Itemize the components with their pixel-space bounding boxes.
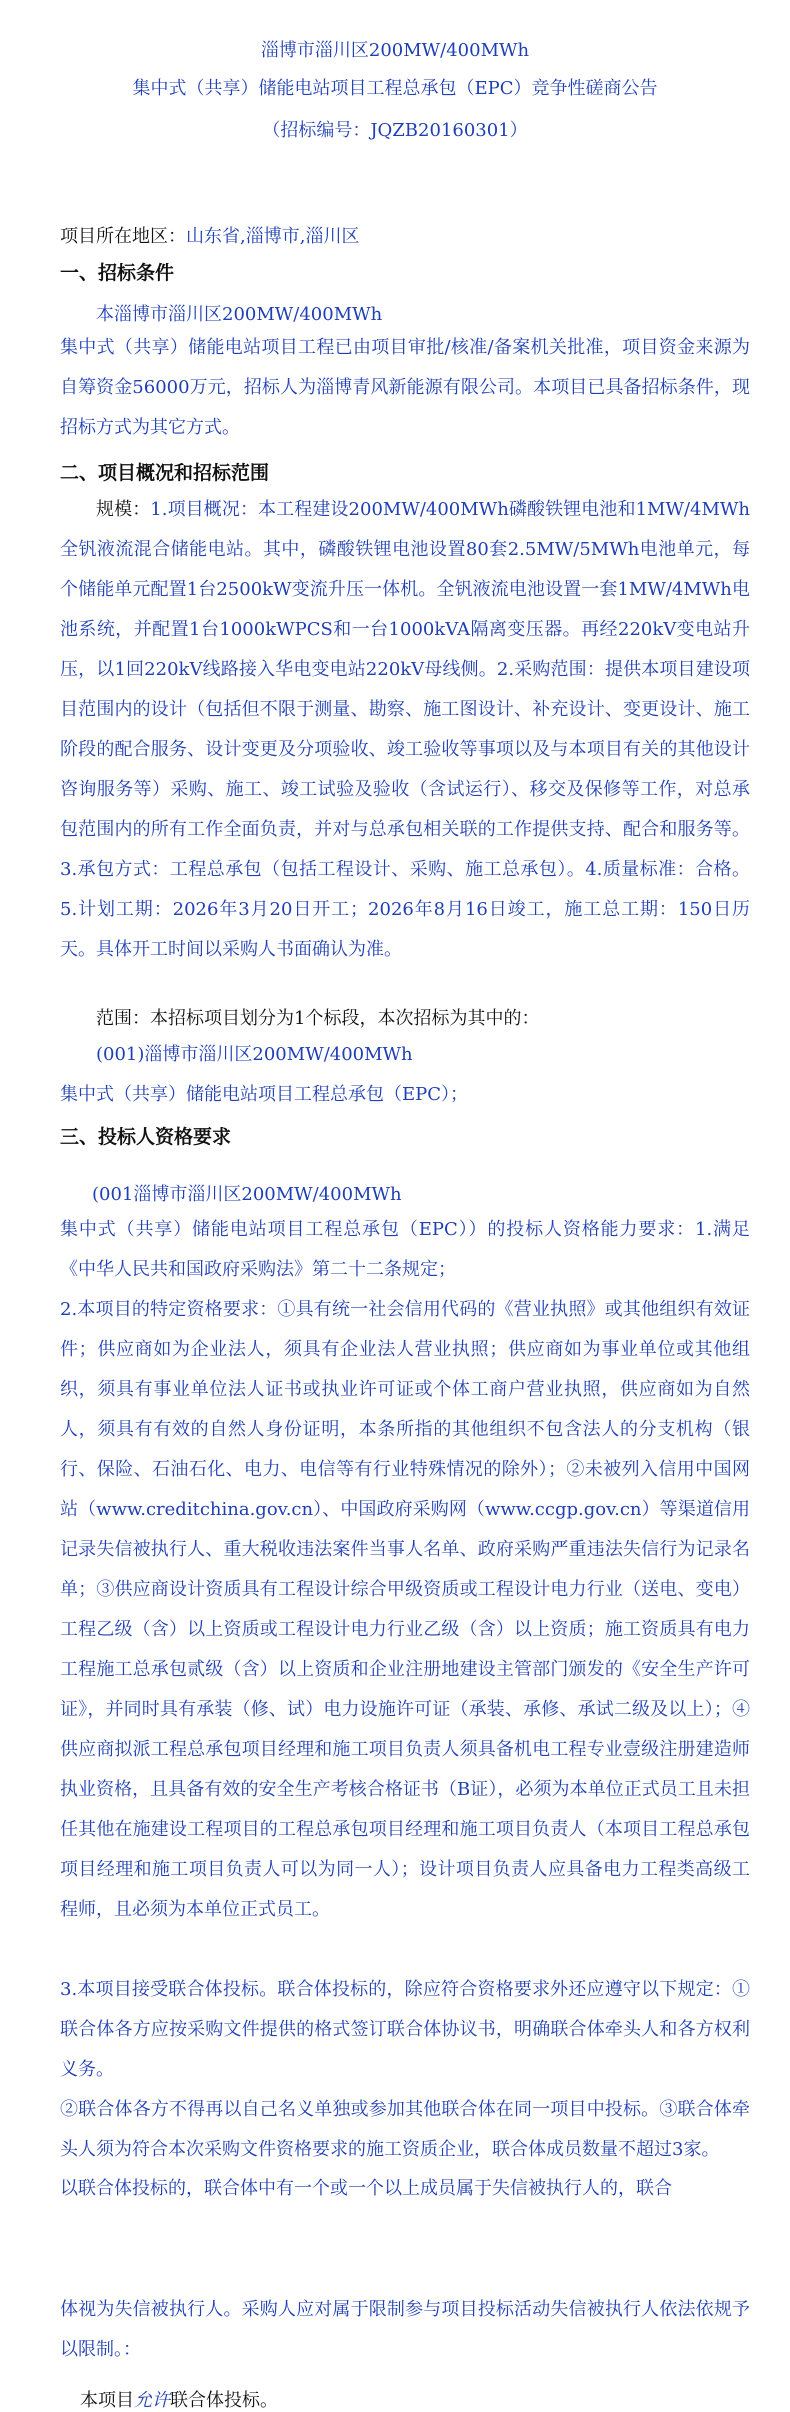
qualification-para-2: 2.本项目的特定资格要求：①具有统一社会信用代码的《营业执照》或其他组织有效证件；供应商如为企业法人，须具有企业法人营业执照；供应商如为事业单位或其他组织，须具有事业单位法人证书或执业许可证或个体工商户营业执照，供应商如为自然人，须具有有效的自然人身份证明，本条所指的其他组织不包含法人的分支机构（银行、保险、石油石化、电力、电信等有行业特殊情况的除外）；②未被列入信用中国网站（www.creditchina.gov.cn）、中国政府采购网（www.ccgp.gov.cn）等渠道信用记录失信被执行人、重大税收违法案件当事人名单、政府采购严重违法失信行为记录名单；③供应商设计资质具有工程设计综合甲级资质或工程设计电力行业（送电、变电）工程乙级（含）以上资质或工程设计电力行业乙级（含）以上资质；施工资质具有电力工程施工总承包贰级（含）以上资质和企业注册地建设主管部门颁发的《安全生产许可证》，并同时具有承装（修、试）电力设施许可证（承装、承修、承试二级及以上）；④供应商拟派工程总承包项目经理和施工项目负责人须具备机电工程专业壹级注册建造师执业资格，且具备有效的安全生产考核合格证书（B证），必须为本单位正式员工且未担任其他在施建设工程项目的工程总承包项目经理和施工项目负责人（本项目工程总承包项目经理和施工项目负责人可以为同一人）；设计项目负责人应具备电力工程类高级工程师，且必须为本单位正式员工。 bbox=[60, 1299, 750, 1920]
qualification-para-3: 3.本项目接受联合体投标。联合体投标的，除应符合资格要求外还应遵守以下规定：①联合体各方应按采购文件提供的格式签订联合体协议书，明确联合体牵头人和各方权利义务。 bbox=[60, 1979, 750, 2080]
consortium-value: 允许 bbox=[134, 2390, 170, 2411]
section-3-title: 三、投标人资格要求 bbox=[60, 1126, 232, 1148]
range-text: 本招标项目划分为1个标段，本次招标为其中的： bbox=[150, 1008, 540, 1029]
section-1-title: 一、招标条件 bbox=[60, 262, 175, 284]
tender-number: （招标编号：JQZB20160301） bbox=[262, 120, 528, 141]
qualification-para-6: 体视为失信被执行人。采购人应对属于限制参与项目投标活动失信被执行人依法依规予以限制。： bbox=[60, 2299, 750, 2360]
tender-range bbox=[96, 1004, 539, 1030]
title-line-1: 淄博市淄川区200MW/400MWh bbox=[260, 40, 530, 61]
qualification-lot-line: (001淄博市淄川区200MW/400MWh bbox=[92, 1184, 402, 1205]
range-label: 范围： bbox=[96, 1008, 150, 1029]
consortium-statement bbox=[80, 2386, 278, 2412]
title-line-2: 集中式（共享）储能电站项目工程总承包（EPC）竞争性磋商公告 bbox=[132, 78, 658, 99]
scale-label: 规模： bbox=[96, 499, 151, 520]
section-2-title: 二、项目概况和招标范围 bbox=[60, 462, 270, 484]
consortium-prefix: 本项目 bbox=[80, 2390, 134, 2411]
lot-line-2: 集中式（共享）储能电站项目工程总承包（EPC）； bbox=[60, 1084, 469, 1105]
location-label: 项目所在地区： bbox=[60, 226, 186, 247]
location-value: 山东省,淄博市,淄川区 bbox=[186, 226, 360, 247]
consortium-suffix: 联合体投标。 bbox=[170, 2390, 278, 2411]
lot-line-1: (001)淄博市淄川区200MW/400MWh bbox=[96, 1044, 413, 1065]
section-1-para-2: 集中式（共享）储能电站项目工程已由项目审批/核准/备案机关批准，项目资金来源为自筹资金56000万元，招标人为淄博青风新能源有限公司。本项目已具备招标条件，现招标方式为其它方式。 bbox=[60, 337, 750, 438]
qualification-para-4: ②联合体各方不得再以自己名义单独或参加其他联合体在同一项目中投标。③联合体牵头人须为符合本次采购文件资格要求的施工资质企业，联合体成员数量不超过3家。 bbox=[60, 2099, 750, 2160]
section-1-para-1-text: 本淄博市淄川区200MW/400MWh bbox=[96, 304, 383, 325]
scale-text: 1.项目概况：本工程建设200MW/400MWh磷酸铁锂电池和1MW/4MWh全钒液流混合储能电站。其中，磷酸铁锂电池设置80套2.5MW/5MWh电池单元，每个储能单元配置1台2500kW变流升压一体机。全钒液流电池设置一套1MW/4MWh电池系统，并配置1台1000kWPCS和一台1000kVA隔离变压器。再经220kV变电站升压，以1回220kV线路接入华电变电站220kV母线侧。2.采购范围：提供本项目建设项目范围内的设计（包括但不限于测量、勘察、施工图设计、补充设计、变更设计、施工阶段的配合服务、设计变更及分项验收、竣工验收等事项以及与本项目有关的其他设计咨询服务等）采购、施工、竣工试验及验收（含试运行）、移交及保修等工作，对总承包范围内的所有工作全面负责，并对与总承包相关联的工作提供支持、配合和服务等。3.承包方式：工程总承包（包括工程设计、采购、施工总承包）。4.质量标准：合格。5.计划工期：2026年3月20日开工；2026年8月16日竣工，施工总工期：150日历天。具体开工时间以采购人书面确认为准。 bbox=[60, 499, 750, 960]
project-location bbox=[60, 222, 359, 248]
qualification-para-5: 以联合体投标的，联合体中有一个或一个以上成员属于失信被执行人的，联合 bbox=[60, 2178, 672, 2199]
project-scale bbox=[60, 490, 750, 970]
section-1-para-1 bbox=[96, 300, 382, 326]
qualification-para-1: 集中式（共享）储能电站项目工程总承包（EPC））的投标人资格能力要求：1.满足《中华人民共和国政府采购法》第二十二条规定； bbox=[60, 1219, 750, 1280]
